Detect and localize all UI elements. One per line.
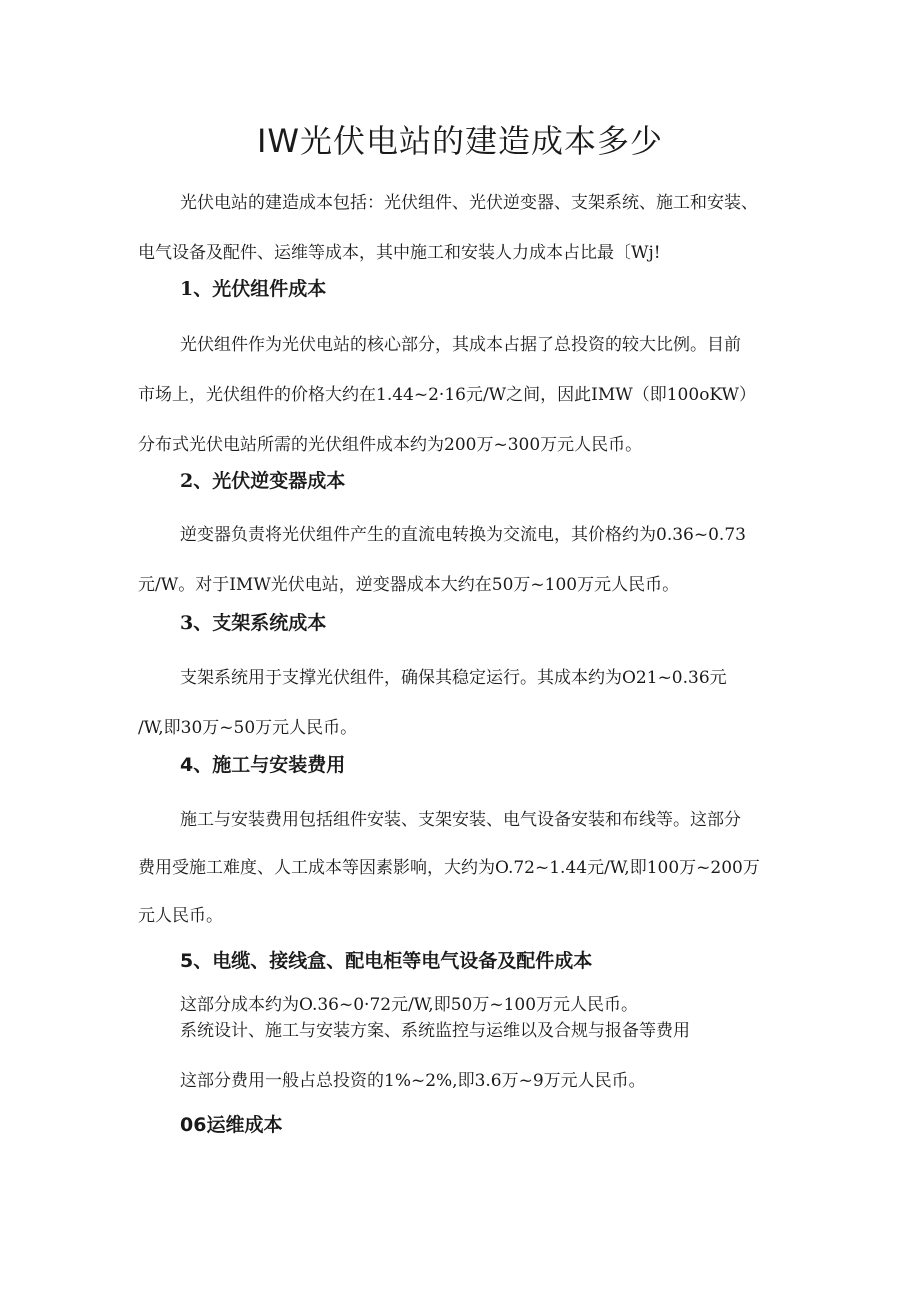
section-heading-4: 4、施工与安装费用 (180, 754, 346, 776)
section-heading-6: 06运维成本 (180, 1114, 283, 1136)
section-paragraph-2 (138, 510, 788, 610)
paragraph-line: 元/W。对于IMW光伏电站，逆变器成本大约在50万~100万元人民币。 (138, 575, 680, 595)
paragraph-line: 这部分成本约为O.36~0·72元/W,即50万~100万元人民币。 (180, 995, 639, 1015)
cost-share-line: 这部分费用一般占总投资的1%~2%,即3.6万~9万元人民币。 (180, 1071, 646, 1091)
section-paragraph-1 (138, 320, 788, 470)
section-paragraph-4 (138, 796, 788, 940)
section-heading-2: 2、光伏逆变器成本 (180, 470, 346, 492)
section-paragraph-3 (138, 653, 788, 753)
intro-paragraph (138, 178, 788, 278)
paragraph-line: 元人民币。 (138, 906, 223, 926)
paragraph-line: 分布式光伏电站所需的光伏组件成本约为200万~300万元人民币。 (138, 435, 643, 455)
section-paragraph-5 (180, 992, 800, 1044)
paragraph-line: 系统设计、施工与安装方案、系统监控与运维以及合规与报备等费用 (180, 1021, 690, 1041)
paragraph-line: 光伏组件作为光伏电站的核心部分，其成本占据了总投资的较大比例。目前 (180, 335, 741, 355)
paragraph-line: 支架系统用于支撑光伏组件，确保其稳定运行。其成本约为O21~0.36元 (180, 668, 727, 688)
paragraph-line: /W,即30万~50万元人民币。 (138, 718, 358, 738)
paragraph-line: 施工与安装费用包括组件安装、支架安装、电气设备安装和布线等。这部分 (180, 810, 741, 830)
paragraph-line: 市场上，光伏组件的价格大约在1.44~2·16元/W之间，因此IMW（即100oKW） (138, 385, 756, 405)
paragraph-line: 光伏电站的建造成本包括：光伏组件、光伏逆变器、支架系统、施工和安装、 (180, 193, 758, 213)
paragraph-line: 费用受施工难度、人工成本等因素影响，大约为O.72~1.44元/W,即100万~200万 (138, 858, 760, 878)
section-heading-1: 1、光伏组件成本 (180, 278, 327, 300)
section-heading-5: 5、电缆、接线盒、配电柜等电气设备及配件成本 (180, 950, 593, 972)
section-heading-3: 3、支架系统成本 (180, 612, 327, 634)
paragraph-line: 逆变器负责将光伏组件产生的直流电转换为交流电，其价格约为0.36~0.73 (180, 525, 746, 545)
document-title: IW光伏电站的建造成本多少 (256, 122, 664, 160)
paragraph-line: 电气设备及配件、运维等成本，其中施工和安装人力成本占比最〔Wj! (138, 243, 661, 263)
